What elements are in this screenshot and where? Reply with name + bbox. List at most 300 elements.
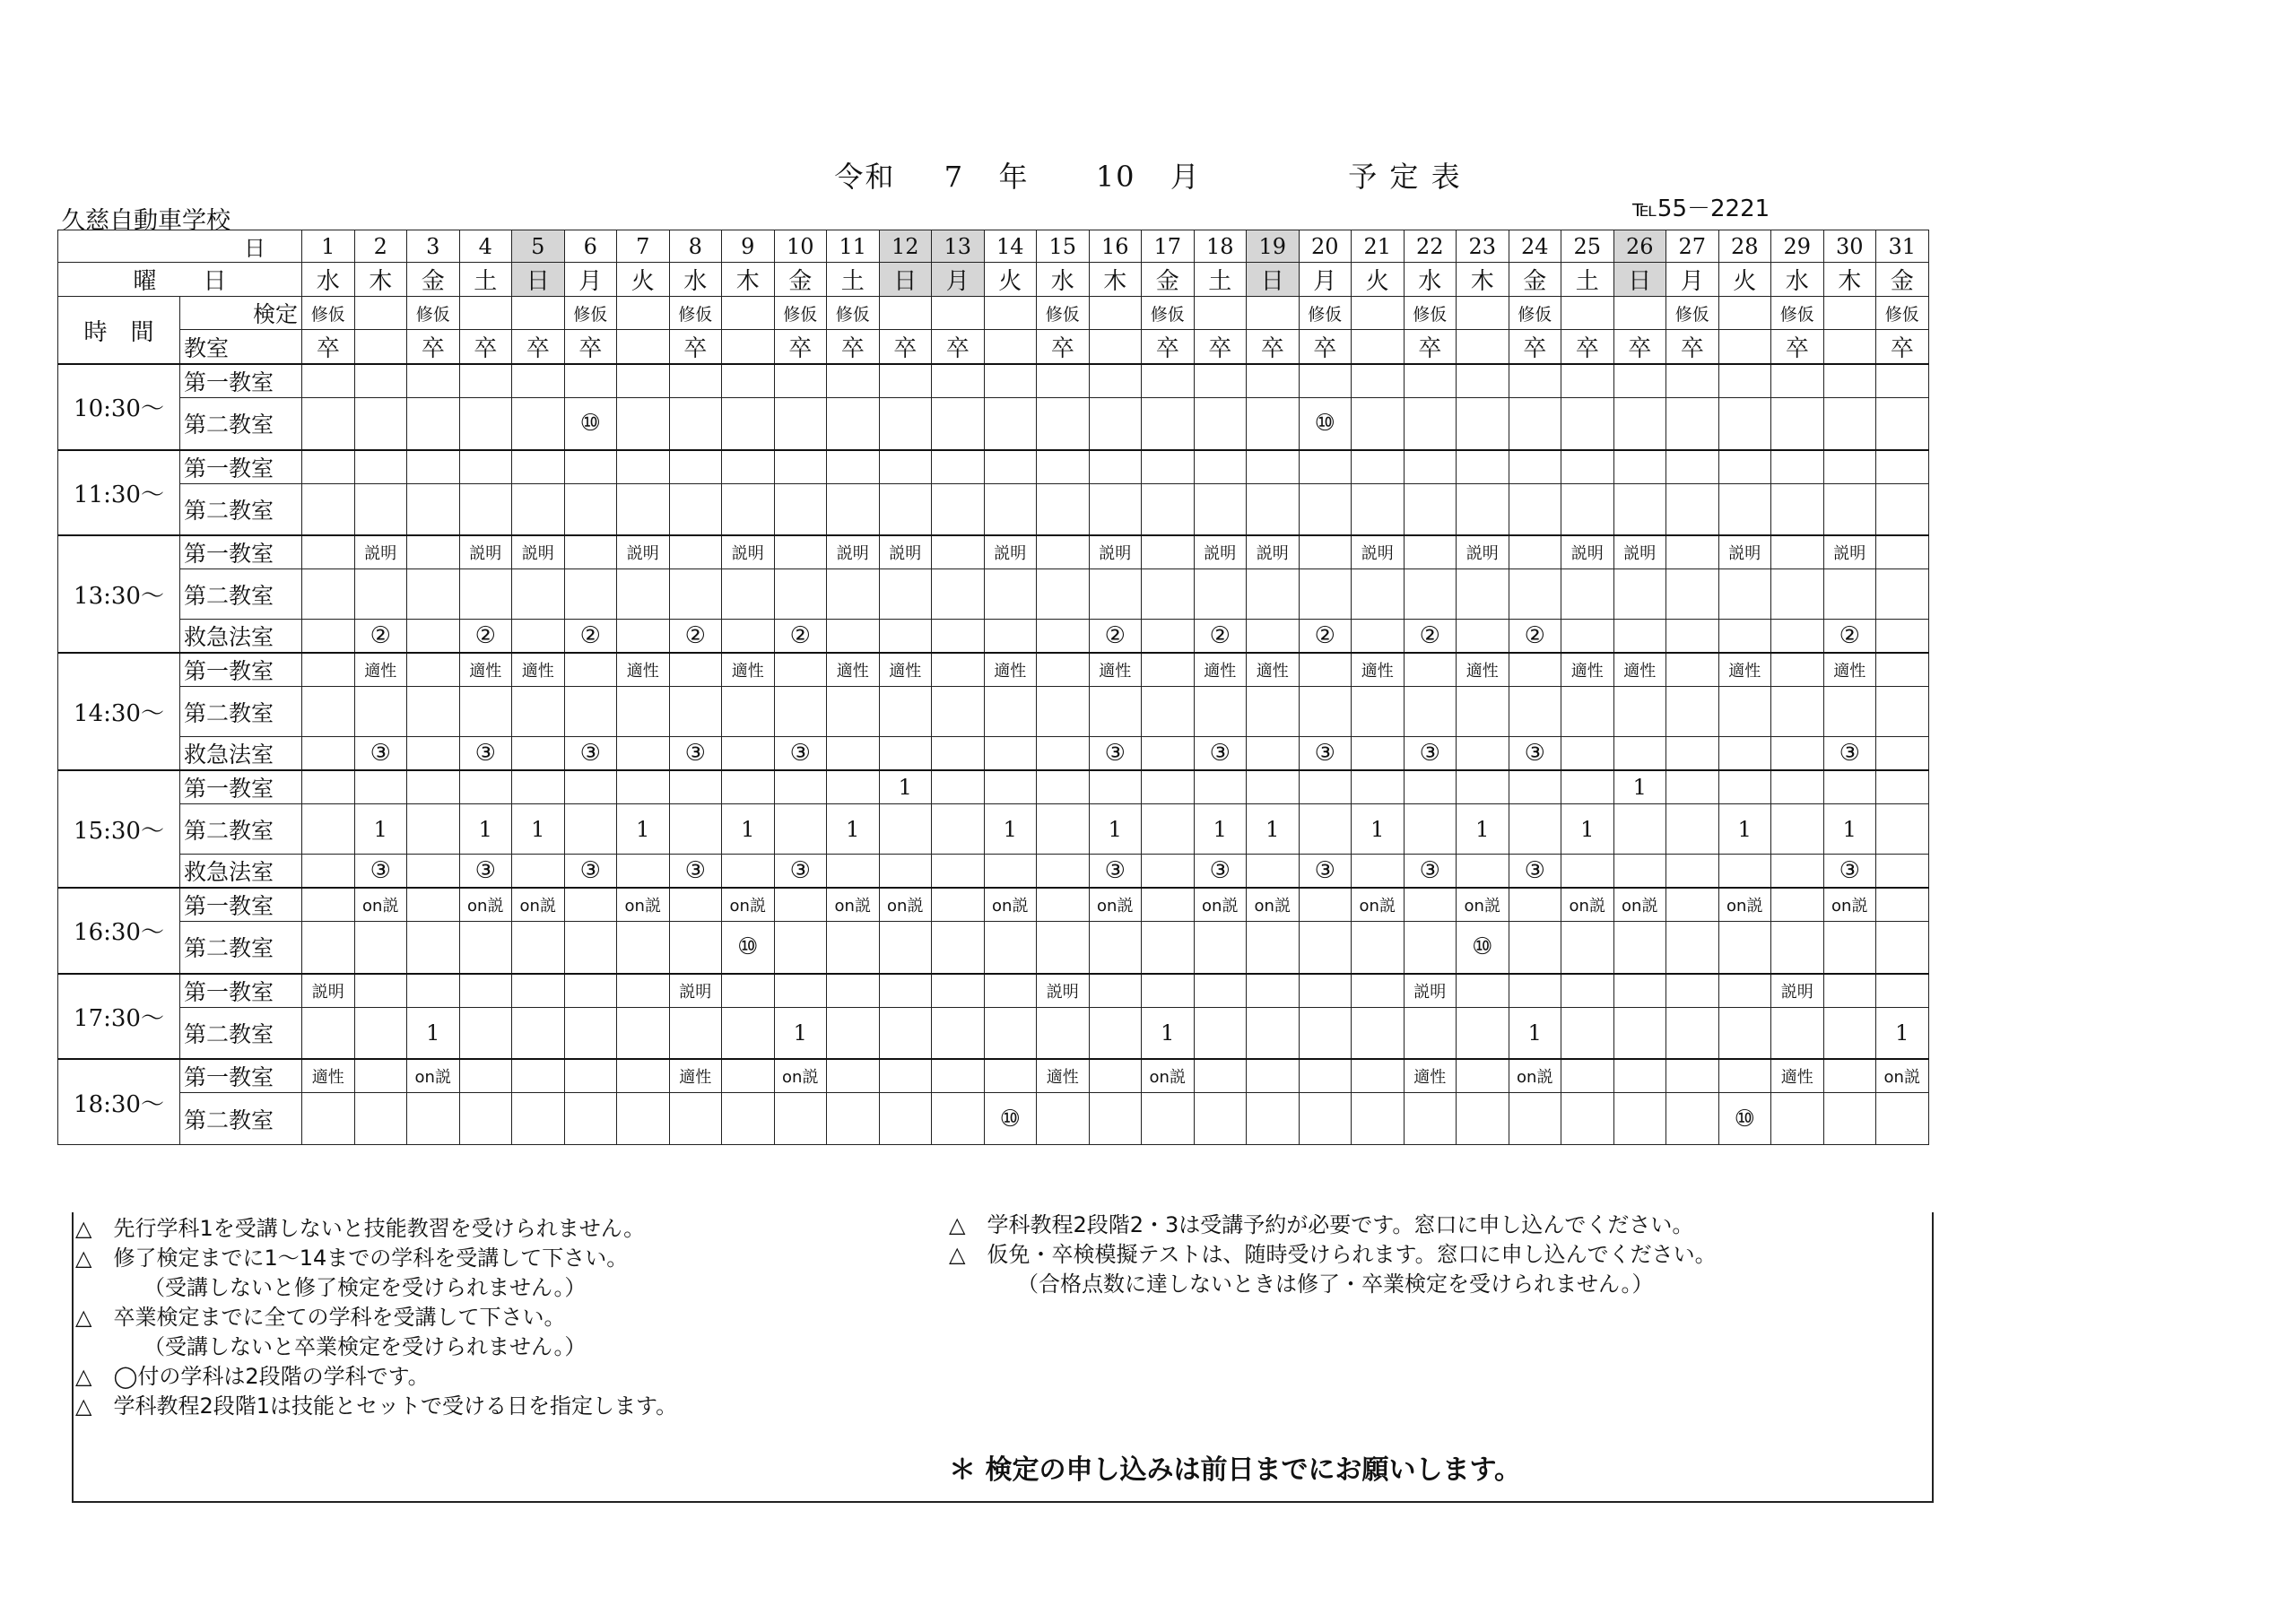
- schedule-cell: [827, 450, 880, 484]
- schedule-cell: [354, 922, 407, 974]
- schedule-cell: [617, 450, 670, 484]
- schedule-cell: [1299, 804, 1352, 855]
- schedule-cell: [984, 1059, 1037, 1093]
- day-number: 19: [1247, 230, 1300, 263]
- schedule-cell: [879, 1007, 932, 1059]
- slot-row: [58, 855, 1929, 889]
- weekday: 金: [407, 263, 460, 297]
- kentei-cell: 修仮: [564, 297, 617, 330]
- schedule-cell: [1247, 1007, 1300, 1059]
- schedule-cell: ③: [459, 855, 512, 889]
- schedule-cell: [354, 398, 407, 450]
- kentei-cell: 修仮: [1299, 297, 1352, 330]
- schedule-cell: [1823, 1007, 1876, 1059]
- schedule-cell: [302, 653, 355, 687]
- schedule-cell: [932, 922, 985, 974]
- kyoshitsu-cell: 卒: [1299, 330, 1352, 365]
- schedule-cell: [1823, 483, 1876, 535]
- schedule-cell: on説: [722, 888, 775, 922]
- schedule-cell: [1299, 535, 1352, 569]
- schedule-cell: [1771, 535, 1824, 569]
- schedule-cell: [1718, 620, 1771, 654]
- kentei-cell: 修仮: [1404, 297, 1457, 330]
- note-line: △ 卒業検定までに全ての学科を受講して下さい。: [75, 1305, 566, 1330]
- kyoshitsu-cell: 卒: [564, 330, 617, 365]
- schedule-cell: [302, 922, 355, 974]
- schedule-cell: [932, 770, 985, 804]
- schedule-cell: [302, 569, 355, 620]
- schedule-cell: [407, 653, 460, 687]
- schedule-cell: 適性: [1037, 1059, 1090, 1093]
- schedule-cell: [407, 535, 460, 569]
- kentei-cell: [1457, 297, 1509, 330]
- schedule-cell: [1142, 737, 1195, 771]
- schedule-cell: [1247, 855, 1300, 889]
- schedule-cell: [1613, 569, 1666, 620]
- schedule-cell: 説明: [1404, 974, 1457, 1008]
- schedule-cell: [722, 569, 775, 620]
- kyoshitsu-cell: [722, 330, 775, 365]
- schedule-cell: [1352, 1093, 1405, 1145]
- schedule-cell: [932, 888, 985, 922]
- schedule-cell: 説明: [1771, 974, 1824, 1008]
- day-number: 9: [722, 230, 775, 263]
- schedule-cell: [1299, 974, 1352, 1008]
- schedule-cell: [1299, 1093, 1352, 1145]
- schedule-cell: [1352, 770, 1405, 804]
- schedule-cell: [1561, 620, 1614, 654]
- kyoshitsu-cell: 卒: [1404, 330, 1457, 365]
- schedule-cell: [302, 483, 355, 535]
- schedule-cell: [1823, 1059, 1876, 1093]
- schedule-cell: [1089, 450, 1142, 484]
- schedule-cell: [302, 1007, 355, 1059]
- schedule-cell: [1457, 770, 1509, 804]
- notes-left: [75, 1214, 677, 1421]
- schedule-cell: [774, 653, 827, 687]
- schedule-cell: [512, 364, 565, 398]
- schedule-cell: [617, 770, 670, 804]
- schedule-cell: [1771, 450, 1824, 484]
- day-number: 16: [1089, 230, 1142, 263]
- schedule-cell: [512, 687, 565, 737]
- schedule-cell: 適性: [1352, 653, 1405, 687]
- kyoshitsu-cell: [1823, 330, 1876, 365]
- kentei-cell: [512, 297, 565, 330]
- schedule-cell: [1771, 483, 1824, 535]
- schedule-cell: [1457, 1007, 1509, 1059]
- schedule-cell: 説明: [1194, 535, 1247, 569]
- schedule-cell: 適性: [1404, 1059, 1457, 1093]
- note-line: （合格点数に達しないときは修了・卒業検定を受けられません。）: [1017, 1271, 1654, 1297]
- schedule-cell: [1457, 569, 1509, 620]
- schedule-cell: [1771, 620, 1824, 654]
- kyoshitsu-cell: 卒: [1247, 330, 1300, 365]
- time-header-label: 時 間: [58, 297, 180, 365]
- schedule-cell: [669, 450, 722, 484]
- kentei-cell: [354, 297, 407, 330]
- schedule-cell: [459, 687, 512, 737]
- schedule-cell: ⑩: [1718, 1093, 1771, 1145]
- schedule-cell: [1404, 804, 1457, 855]
- schedule-cell: [827, 620, 880, 654]
- schedule-cell: [1404, 450, 1457, 484]
- schedule-cell: [1037, 1093, 1090, 1145]
- schedule-cell: [354, 687, 407, 737]
- bottom-note: ＊ 検定の申し込みは前日までにお願いします。: [949, 1454, 1522, 1486]
- day-number: 13: [932, 230, 985, 263]
- schedule-cell: [354, 569, 407, 620]
- slot-row: [58, 770, 1929, 804]
- kyoshitsu-cell: [1352, 330, 1405, 365]
- title-month-unit: 月: [1170, 160, 1201, 194]
- schedule-cell: [1613, 687, 1666, 737]
- schedule-cell: [827, 398, 880, 450]
- schedule-cell: [932, 398, 985, 450]
- schedule-cell: [564, 1093, 617, 1145]
- weekday: 日: [1613, 263, 1666, 297]
- schedule-cell: [407, 804, 460, 855]
- schedule-cell: [1142, 922, 1195, 974]
- schedule-cell: [1561, 364, 1614, 398]
- schedule-cell: [774, 974, 827, 1008]
- schedule-cell: [1194, 687, 1247, 737]
- schedule-cell: 適性: [302, 1059, 355, 1093]
- room-label: 第一教室: [180, 888, 302, 922]
- slot-row: [58, 737, 1929, 771]
- schedule-cell: 1: [984, 804, 1037, 855]
- schedule-cell: ③: [669, 737, 722, 771]
- schedule-cell: [302, 364, 355, 398]
- schedule-cell: [1561, 398, 1614, 450]
- room-label: 第二教室: [180, 398, 302, 450]
- weekday: 木: [1823, 263, 1876, 297]
- schedule-cell: [407, 1093, 460, 1145]
- schedule-cell: [1457, 855, 1509, 889]
- schedule-cell: 適性: [354, 653, 407, 687]
- slot-row: [58, 653, 1929, 687]
- time-slot-label: 16:30～: [58, 888, 180, 974]
- kyoshitsu-row: [58, 330, 1929, 365]
- kyoshitsu-cell: 卒: [512, 330, 565, 365]
- schedule-cell: [1037, 737, 1090, 771]
- schedule-cell: ②: [1823, 620, 1876, 654]
- note-line: △ 学科教程2段階2・3は受講予約が必要です。窓口に申し込んでください。: [949, 1212, 1694, 1237]
- slot-row: [58, 1093, 1929, 1145]
- schedule-cell: [827, 1059, 880, 1093]
- schedule-cell: [879, 922, 932, 974]
- room-label: 第二教室: [180, 687, 302, 737]
- room-label: 第一教室: [180, 1059, 302, 1093]
- schedule-cell: [774, 450, 827, 484]
- schedule-cell: [1247, 450, 1300, 484]
- time-slot-label: 15:30～: [58, 770, 180, 888]
- schedule-cell: 説明: [459, 535, 512, 569]
- schedule-cell: [1666, 770, 1719, 804]
- weekday-header-label: 曜 日: [58, 263, 302, 297]
- schedule-cell: [984, 620, 1037, 654]
- schedule-cell: [932, 737, 985, 771]
- kyoshitsu-cell: 卒: [879, 330, 932, 365]
- schedule-cell: [1404, 483, 1457, 535]
- schedule-cell: on説: [1823, 888, 1876, 922]
- schedule-cell: [984, 569, 1037, 620]
- schedule-cell: [984, 974, 1037, 1008]
- schedule-cell: on説: [774, 1059, 827, 1093]
- schedule-cell: 適性: [1089, 653, 1142, 687]
- schedule-cell: [1352, 569, 1405, 620]
- schedule-cell: [1089, 569, 1142, 620]
- weekday: 日: [512, 263, 565, 297]
- schedule-cell: [1613, 1007, 1666, 1059]
- schedule-cell: [1299, 687, 1352, 737]
- schedule-cell: [879, 569, 932, 620]
- kyoshitsu-cell: [1089, 330, 1142, 365]
- schedule-cell: [1247, 974, 1300, 1008]
- schedule-cell: 説明: [617, 535, 670, 569]
- weekday: 火: [617, 263, 670, 297]
- schedule-cell: 1: [617, 804, 670, 855]
- schedule-cell: 1: [407, 1007, 460, 1059]
- weekday: 月: [932, 263, 985, 297]
- schedule-cell: [984, 450, 1037, 484]
- room-label: 第二教室: [180, 1093, 302, 1145]
- schedule-cell: [1247, 737, 1300, 771]
- schedule-cell: [407, 888, 460, 922]
- schedule-cell: ③: [1194, 737, 1247, 771]
- schedule-cell: [1247, 620, 1300, 654]
- weekday: 土: [1194, 263, 1247, 297]
- weekday: 日: [1247, 263, 1300, 297]
- schedule-cell: [1561, 770, 1614, 804]
- schedule-cell: 1: [1352, 804, 1405, 855]
- day-number: 26: [1613, 230, 1666, 263]
- schedule-cell: [354, 974, 407, 1008]
- schedule-cell: [879, 1093, 932, 1145]
- schedule-cell: ③: [1823, 855, 1876, 889]
- schedule-cell: [1666, 535, 1719, 569]
- schedule-cell: [1718, 483, 1771, 535]
- page-title: [0, 154, 2296, 195]
- day-number: 17: [1142, 230, 1195, 263]
- day-number: 7: [617, 230, 670, 263]
- schedule-cell: [1194, 483, 1247, 535]
- schedule-cell: [1666, 855, 1719, 889]
- schedule-cell: [932, 364, 985, 398]
- kentei-cell: 修仮: [1509, 297, 1561, 330]
- schedule-cell: [1404, 1093, 1457, 1145]
- schedule-cell: [1876, 922, 1929, 974]
- weekday: 金: [1142, 263, 1195, 297]
- schedule-cell: [827, 1093, 880, 1145]
- room-label: 第一教室: [180, 653, 302, 687]
- schedule-cell: [1561, 1007, 1614, 1059]
- schedule-cell: [1718, 1059, 1771, 1093]
- schedule-cell: [617, 737, 670, 771]
- day-number: 20: [1299, 230, 1352, 263]
- day-number: 5: [512, 230, 565, 263]
- schedule-cell: [617, 569, 670, 620]
- schedule-cell: 適性: [827, 653, 880, 687]
- kentei-cell: [1247, 297, 1300, 330]
- schedule-cell: 適性: [512, 653, 565, 687]
- room-label: 第一教室: [180, 770, 302, 804]
- schedule-cell: [1037, 855, 1090, 889]
- kyoshitsu-cell: 卒: [827, 330, 880, 365]
- kyoshitsu-cell: [354, 330, 407, 365]
- schedule-cell: [1142, 398, 1195, 450]
- schedule-cell: [1509, 1093, 1561, 1145]
- schedule-cell: [774, 804, 827, 855]
- schedule-cell: [1194, 922, 1247, 974]
- schedule-cell: [1613, 450, 1666, 484]
- schedule-cell: [617, 687, 670, 737]
- schedule-cell: [932, 1059, 985, 1093]
- weekday: 水: [1404, 263, 1457, 297]
- kentei-cell: [459, 297, 512, 330]
- schedule-cell: [459, 1093, 512, 1145]
- schedule-cell: [1876, 687, 1929, 737]
- schedule-cell: ②: [564, 620, 617, 654]
- schedule-cell: 説明: [1561, 535, 1614, 569]
- kyoshitsu-cell: 卒: [459, 330, 512, 365]
- schedule-cell: [1299, 1059, 1352, 1093]
- schedule-cell: [564, 687, 617, 737]
- schedule-cell: on説: [984, 888, 1037, 922]
- slot-row: [58, 1059, 1929, 1093]
- schedule-cell: 説明: [722, 535, 775, 569]
- kyoshitsu-cell: 卒: [302, 330, 355, 365]
- schedule-cell: [1457, 483, 1509, 535]
- schedule-cell: ②: [1299, 620, 1352, 654]
- schedule-cell: [1509, 804, 1561, 855]
- schedule-cell: [669, 569, 722, 620]
- room-label: 第二教室: [180, 1007, 302, 1059]
- schedule-cell: [1561, 1093, 1614, 1145]
- schedule-cell: [1194, 398, 1247, 450]
- schedule-cell: [1404, 770, 1457, 804]
- schedule-cell: [932, 855, 985, 889]
- schedule-cell: [1823, 922, 1876, 974]
- schedule-cell: ③: [1089, 855, 1142, 889]
- weekday: 土: [1561, 263, 1614, 297]
- schedule-cell: [1509, 653, 1561, 687]
- kyoshitsu-cell: 卒: [1509, 330, 1561, 365]
- schedule-cell: [354, 483, 407, 535]
- schedule-cell: [722, 1007, 775, 1059]
- schedule-cell: on説: [1457, 888, 1509, 922]
- schedule-cell: [1247, 1093, 1300, 1145]
- schedule-cell: [1718, 770, 1771, 804]
- kyoshitsu-cell: [1457, 330, 1509, 365]
- schedule-cell: ③: [1194, 855, 1247, 889]
- kyoshitsu-cell: [984, 330, 1037, 365]
- schedule-cell: on説: [1194, 888, 1247, 922]
- schedule-cell: [932, 620, 985, 654]
- schedule-cell: [932, 974, 985, 1008]
- schedule-cell: [1457, 974, 1509, 1008]
- schedule-cell: on説: [459, 888, 512, 922]
- schedule-cell: [879, 450, 932, 484]
- schedule-cell: 1: [459, 804, 512, 855]
- schedule-cell: [1352, 687, 1405, 737]
- schedule-cell: 1: [1457, 804, 1509, 855]
- schedule-cell: [1404, 922, 1457, 974]
- schedule-cell: 適性: [1718, 653, 1771, 687]
- schedule-cell: [1404, 569, 1457, 620]
- schedule-cell: ③: [1404, 855, 1457, 889]
- schedule-cell: [1718, 687, 1771, 737]
- day-number: 4: [459, 230, 512, 263]
- kyoshitsu-cell: 卒: [1194, 330, 1247, 365]
- schedule-cell: [1299, 1007, 1352, 1059]
- schedule-cell: [512, 1059, 565, 1093]
- kentei-cell: [984, 297, 1037, 330]
- schedule-cell: 適性: [879, 653, 932, 687]
- schedule-cell: [1142, 770, 1195, 804]
- kentei-cell: [722, 297, 775, 330]
- schedule-cell: [1876, 770, 1929, 804]
- schedule-cell: ③: [564, 855, 617, 889]
- schedule-cell: [1613, 1093, 1666, 1145]
- schedule-cell: 1: [1194, 804, 1247, 855]
- schedule-cell: 1: [1876, 1007, 1929, 1059]
- day-number: 29: [1771, 230, 1824, 263]
- schedule-cell: ③: [774, 855, 827, 889]
- schedule-cell: [512, 620, 565, 654]
- schedule-cell: [302, 535, 355, 569]
- schedule-cell: [1613, 620, 1666, 654]
- schedule-cell: [617, 398, 670, 450]
- day-number: 12: [879, 230, 932, 263]
- schedule-cell: [564, 1059, 617, 1093]
- schedule-cell: [564, 888, 617, 922]
- time-slot-label: 13:30～: [58, 535, 180, 653]
- schedule-cell: [1771, 687, 1824, 737]
- time-slot-label: 18:30～: [58, 1059, 180, 1145]
- schedule-cell: [1771, 1093, 1824, 1145]
- schedule-cell: [302, 1093, 355, 1145]
- schedule-cell: [407, 364, 460, 398]
- schedule-cell: [774, 483, 827, 535]
- schedule-cell: [617, 1059, 670, 1093]
- schedule-cell: [1613, 364, 1666, 398]
- schedule-cell: [1666, 804, 1719, 855]
- schedule-cell: [1876, 398, 1929, 450]
- schedule-cell: [1194, 569, 1247, 620]
- schedule-cell: [1352, 1059, 1405, 1093]
- schedule-cell: 説明: [1718, 535, 1771, 569]
- room-label: 第一教室: [180, 364, 302, 398]
- schedule-cell: 適性: [459, 653, 512, 687]
- schedule-cell: [1247, 1059, 1300, 1093]
- schedule-cell: [1509, 569, 1561, 620]
- schedule-cell: 適性: [1457, 653, 1509, 687]
- schedule-cell: [354, 1093, 407, 1145]
- schedule-cell: [722, 1093, 775, 1145]
- schedule-cell: [354, 1059, 407, 1093]
- schedule-cell: [1404, 687, 1457, 737]
- schedule-cell: [1194, 1007, 1247, 1059]
- schedule-cell: 説明: [984, 535, 1037, 569]
- slot-row: [58, 687, 1929, 737]
- schedule-cell: 1: [774, 1007, 827, 1059]
- schedule-cell: [1142, 620, 1195, 654]
- schedule-cell: [827, 974, 880, 1008]
- weekday: 金: [774, 263, 827, 297]
- kyoshitsu-cell: [617, 330, 670, 365]
- schedule-cell: [1352, 974, 1405, 1008]
